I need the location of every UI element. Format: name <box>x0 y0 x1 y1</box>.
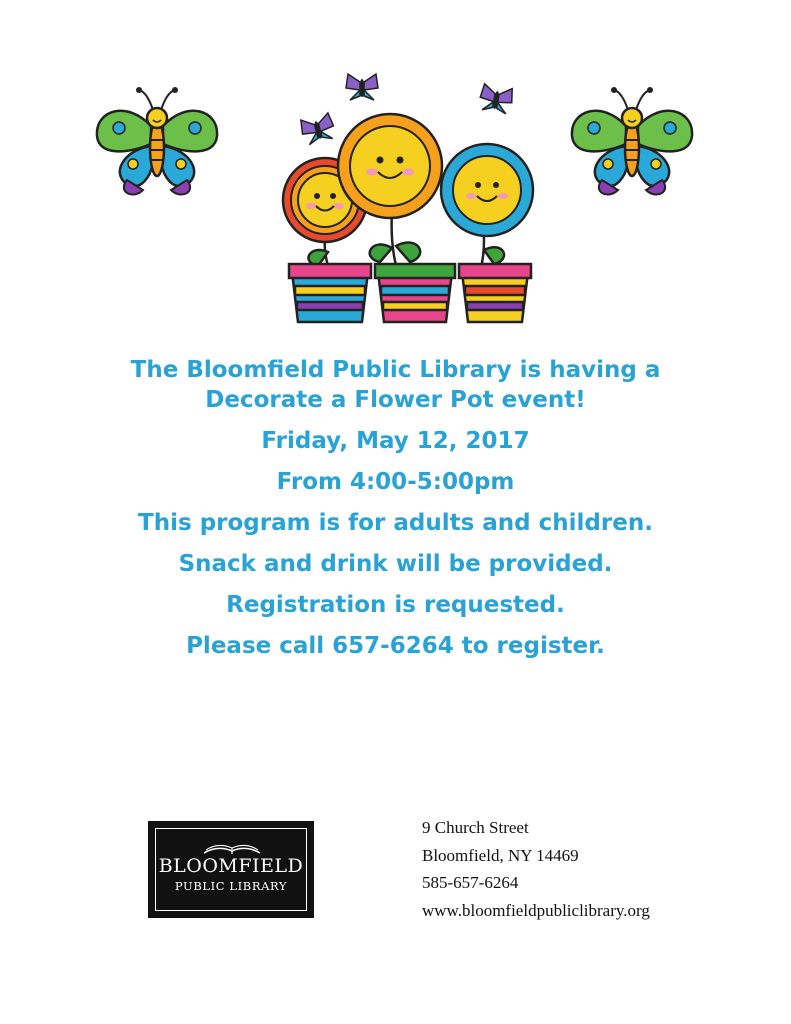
butterfly-icon <box>299 112 337 145</box>
book-icon <box>202 839 262 855</box>
contact-info <box>422 814 650 924</box>
event-snack: Snack and drink will be provided. <box>178 551 613 577</box>
contact-street: 9 Church Street <box>422 818 529 837</box>
event-call-to-register: Please call 657-6264 to register. <box>186 633 605 659</box>
butterfly-icon <box>572 87 692 195</box>
library-logo <box>148 821 314 918</box>
event-audience: This program is for adults and children. <box>138 510 653 536</box>
event-time: From 4:00-5:00pm <box>276 469 515 495</box>
event-date: Friday, May 12, 2017 <box>261 428 530 454</box>
logo-name: BLOOMFIELD <box>158 855 304 877</box>
event-registration: Registration is requested. <box>226 592 565 618</box>
flower-icon <box>441 144 533 236</box>
announcement-line-1: The Bloomfield Public Library is having a <box>130 357 661 383</box>
flower-clipart <box>0 0 791 340</box>
butterfly-icon <box>346 74 378 100</box>
butterfly-icon <box>478 83 514 114</box>
contact-city: Bloomfield, NY 14469 <box>422 845 579 865</box>
butterfly-icon <box>97 87 217 195</box>
announcement-line-2: Decorate a Flower Pot event! <box>205 387 586 413</box>
event-announcement <box>0 355 791 661</box>
flower-pot-icon <box>459 264 531 322</box>
flower-pot-icon <box>375 264 455 322</box>
contact-phone: 585-657-6264 <box>422 873 519 892</box>
logo-subtitle: PUBLIC LIBRARY <box>174 879 288 893</box>
contact-website[interactable]: www.bloomfieldpubliclibrary.org <box>422 900 650 920</box>
flower-icon <box>338 114 442 218</box>
flower-pot-icon <box>289 264 371 322</box>
